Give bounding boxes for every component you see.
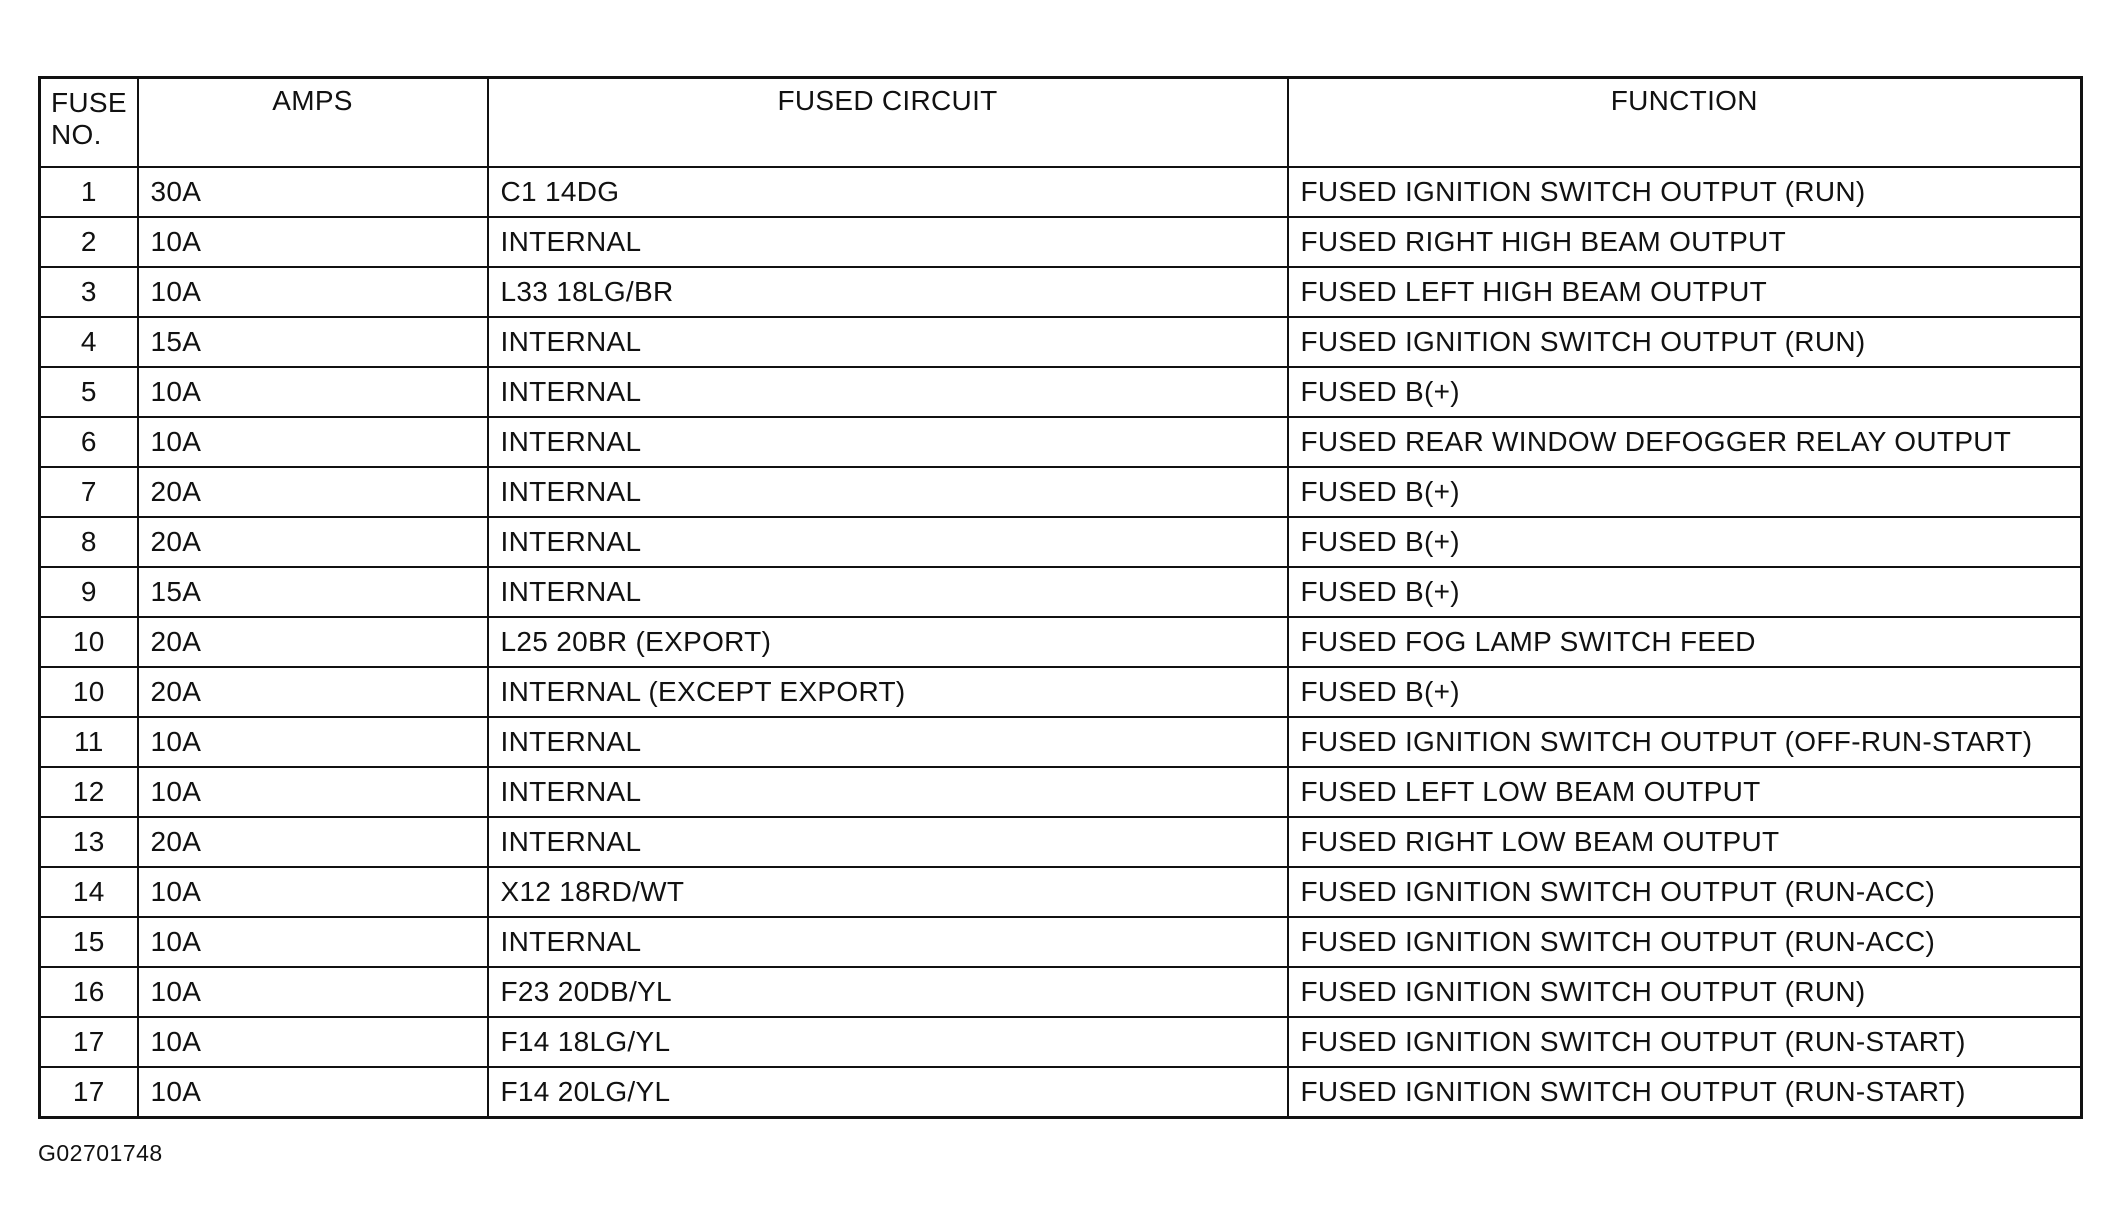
function-cell: FUSED IGNITION SWITCH OUTPUT (RUN) xyxy=(1288,967,2082,1017)
fused-circuit-cell: INTERNAL (EXCEPT EXPORT) xyxy=(488,667,1288,717)
fused-circuit-cell: L33 18LG/BR xyxy=(488,267,1288,317)
table-row xyxy=(40,567,2082,617)
table-row xyxy=(40,317,2082,367)
header-fused-circuit: FUSED CIRCUIT xyxy=(488,78,1288,168)
amps-cell: 10A xyxy=(138,1017,488,1067)
amps-cell: 10A xyxy=(138,267,488,317)
fuse-number-cell: 2 xyxy=(40,217,138,267)
fuse-number-cell: 15 xyxy=(40,917,138,967)
fuse-number-cell: 5 xyxy=(40,367,138,417)
fuse-number-cell: 7 xyxy=(40,467,138,517)
amps-cell: 10A xyxy=(138,867,488,917)
table-row xyxy=(40,667,2082,717)
table-row xyxy=(40,167,2082,217)
amps-cell: 10A xyxy=(138,917,488,967)
fused-circuit-cell: INTERNAL xyxy=(488,717,1288,767)
amps-cell: 20A xyxy=(138,817,488,867)
table-row xyxy=(40,517,2082,567)
header-function: FUNCTION xyxy=(1288,78,2082,168)
amps-cell: 10A xyxy=(138,217,488,267)
fused-circuit-cell: INTERNAL xyxy=(488,217,1288,267)
fused-circuit-cell: INTERNAL xyxy=(488,817,1288,867)
fuse-number-cell: 16 xyxy=(40,967,138,1017)
header-fuse-line2: NO. xyxy=(51,119,102,151)
function-cell: FUSED B(+) xyxy=(1288,367,2082,417)
fuse-number-cell: 17 xyxy=(40,1067,138,1118)
function-cell: FUSED RIGHT HIGH BEAM OUTPUT xyxy=(1288,217,2082,267)
amps-cell: 10A xyxy=(138,1067,488,1118)
fused-circuit-cell: INTERNAL xyxy=(488,917,1288,967)
table-row xyxy=(40,417,2082,467)
fuse-number-cell: 3 xyxy=(40,267,138,317)
fuse-number-cell: 10 xyxy=(40,617,138,667)
fuse-number-cell: 17 xyxy=(40,1017,138,1067)
fuse-number-cell: 1 xyxy=(40,167,138,217)
fused-circuit-cell: INTERNAL xyxy=(488,767,1288,817)
fused-circuit-cell: INTERNAL xyxy=(488,467,1288,517)
function-cell: FUSED B(+) xyxy=(1288,467,2082,517)
fuse-number-cell: 11 xyxy=(40,717,138,767)
fused-circuit-cell: INTERNAL xyxy=(488,417,1288,467)
function-cell: FUSED REAR WINDOW DEFOGGER RELAY OUTPUT xyxy=(1288,417,2082,467)
function-cell: FUSED IGNITION SWITCH OUTPUT (OFF-RUN-START) xyxy=(1288,717,2082,767)
function-cell: FUSED B(+) xyxy=(1288,667,2082,717)
table-row xyxy=(40,617,2082,667)
amps-cell: 10A xyxy=(138,767,488,817)
fused-circuit-cell: F23 20DB/YL xyxy=(488,967,1288,1017)
fused-circuit-cell: INTERNAL xyxy=(488,567,1288,617)
function-cell: FUSED IGNITION SWITCH OUTPUT (RUN-START) xyxy=(1288,1017,2082,1067)
function-cell: FUSED LEFT LOW BEAM OUTPUT xyxy=(1288,767,2082,817)
function-cell: FUSED RIGHT LOW BEAM OUTPUT xyxy=(1288,817,2082,867)
table-row xyxy=(40,367,2082,417)
fused-circuit-cell: X12 18RD/WT xyxy=(488,867,1288,917)
table-row xyxy=(40,967,2082,1017)
function-cell: FUSED B(+) xyxy=(1288,517,2082,567)
table-row xyxy=(40,467,2082,517)
amps-cell: 30A xyxy=(138,167,488,217)
fuse-number-cell: 9 xyxy=(40,567,138,617)
table-row xyxy=(40,1067,2082,1118)
table-row xyxy=(40,817,2082,867)
figure-id: G02701748 xyxy=(38,1140,163,1166)
table-row xyxy=(40,917,2082,967)
header-fuse-no xyxy=(40,78,138,168)
table-row xyxy=(40,717,2082,767)
amps-cell: 10A xyxy=(138,417,488,467)
table-row xyxy=(40,267,2082,317)
function-cell: FUSED FOG LAMP SWITCH FEED xyxy=(1288,617,2082,667)
amps-cell: 15A xyxy=(138,317,488,367)
function-cell: FUSED IGNITION SWITCH OUTPUT (RUN) xyxy=(1288,317,2082,367)
fuse-number-cell: 10 xyxy=(40,667,138,717)
fused-circuit-cell: L25 20BR (EXPORT) xyxy=(488,617,1288,667)
function-cell: FUSED IGNITION SWITCH OUTPUT (RUN-ACC) xyxy=(1288,867,2082,917)
fused-circuit-cell: INTERNAL xyxy=(488,517,1288,567)
fused-circuit-cell: F14 20LG/YL xyxy=(488,1067,1288,1118)
amps-cell: 10A xyxy=(138,717,488,767)
amps-cell: 10A xyxy=(138,967,488,1017)
header-fuse-line1: FUSE xyxy=(51,87,127,118)
amps-cell: 10A xyxy=(138,367,488,417)
fuse-number-cell: 8 xyxy=(40,517,138,567)
function-cell: FUSED IGNITION SWITCH OUTPUT (RUN) xyxy=(1288,167,2082,217)
header-row xyxy=(40,78,2082,168)
fused-circuit-cell: F14 18LG/YL xyxy=(488,1017,1288,1067)
amps-cell: 20A xyxy=(138,667,488,717)
amps-cell: 20A xyxy=(138,517,488,567)
function-cell: FUSED B(+) xyxy=(1288,567,2082,617)
function-cell: FUSED IGNITION SWITCH OUTPUT (RUN-ACC) xyxy=(1288,917,2082,967)
table-row xyxy=(40,867,2082,917)
fuse-number-cell: 14 xyxy=(40,867,138,917)
table-row xyxy=(40,1017,2082,1067)
fused-circuit-cell: INTERNAL xyxy=(488,317,1288,367)
fused-circuit-cell: INTERNAL xyxy=(488,367,1288,417)
amps-cell: 20A xyxy=(138,467,488,517)
table-row xyxy=(40,217,2082,267)
fuse-number-cell: 4 xyxy=(40,317,138,367)
fused-circuit-cell: C1 14DG xyxy=(488,167,1288,217)
function-cell: FUSED LEFT HIGH BEAM OUTPUT xyxy=(1288,267,2082,317)
fuse-table xyxy=(38,76,2083,1119)
fuse-number-cell: 13 xyxy=(40,817,138,867)
fuse-number-cell: 12 xyxy=(40,767,138,817)
amps-cell: 20A xyxy=(138,617,488,667)
table-row xyxy=(40,767,2082,817)
header-amps: AMPS xyxy=(138,78,488,168)
fuse-number-cell: 6 xyxy=(40,417,138,467)
fuse-table-body xyxy=(40,167,2082,1118)
function-cell: FUSED IGNITION SWITCH OUTPUT (RUN-START) xyxy=(1288,1067,2082,1118)
amps-cell: 15A xyxy=(138,567,488,617)
